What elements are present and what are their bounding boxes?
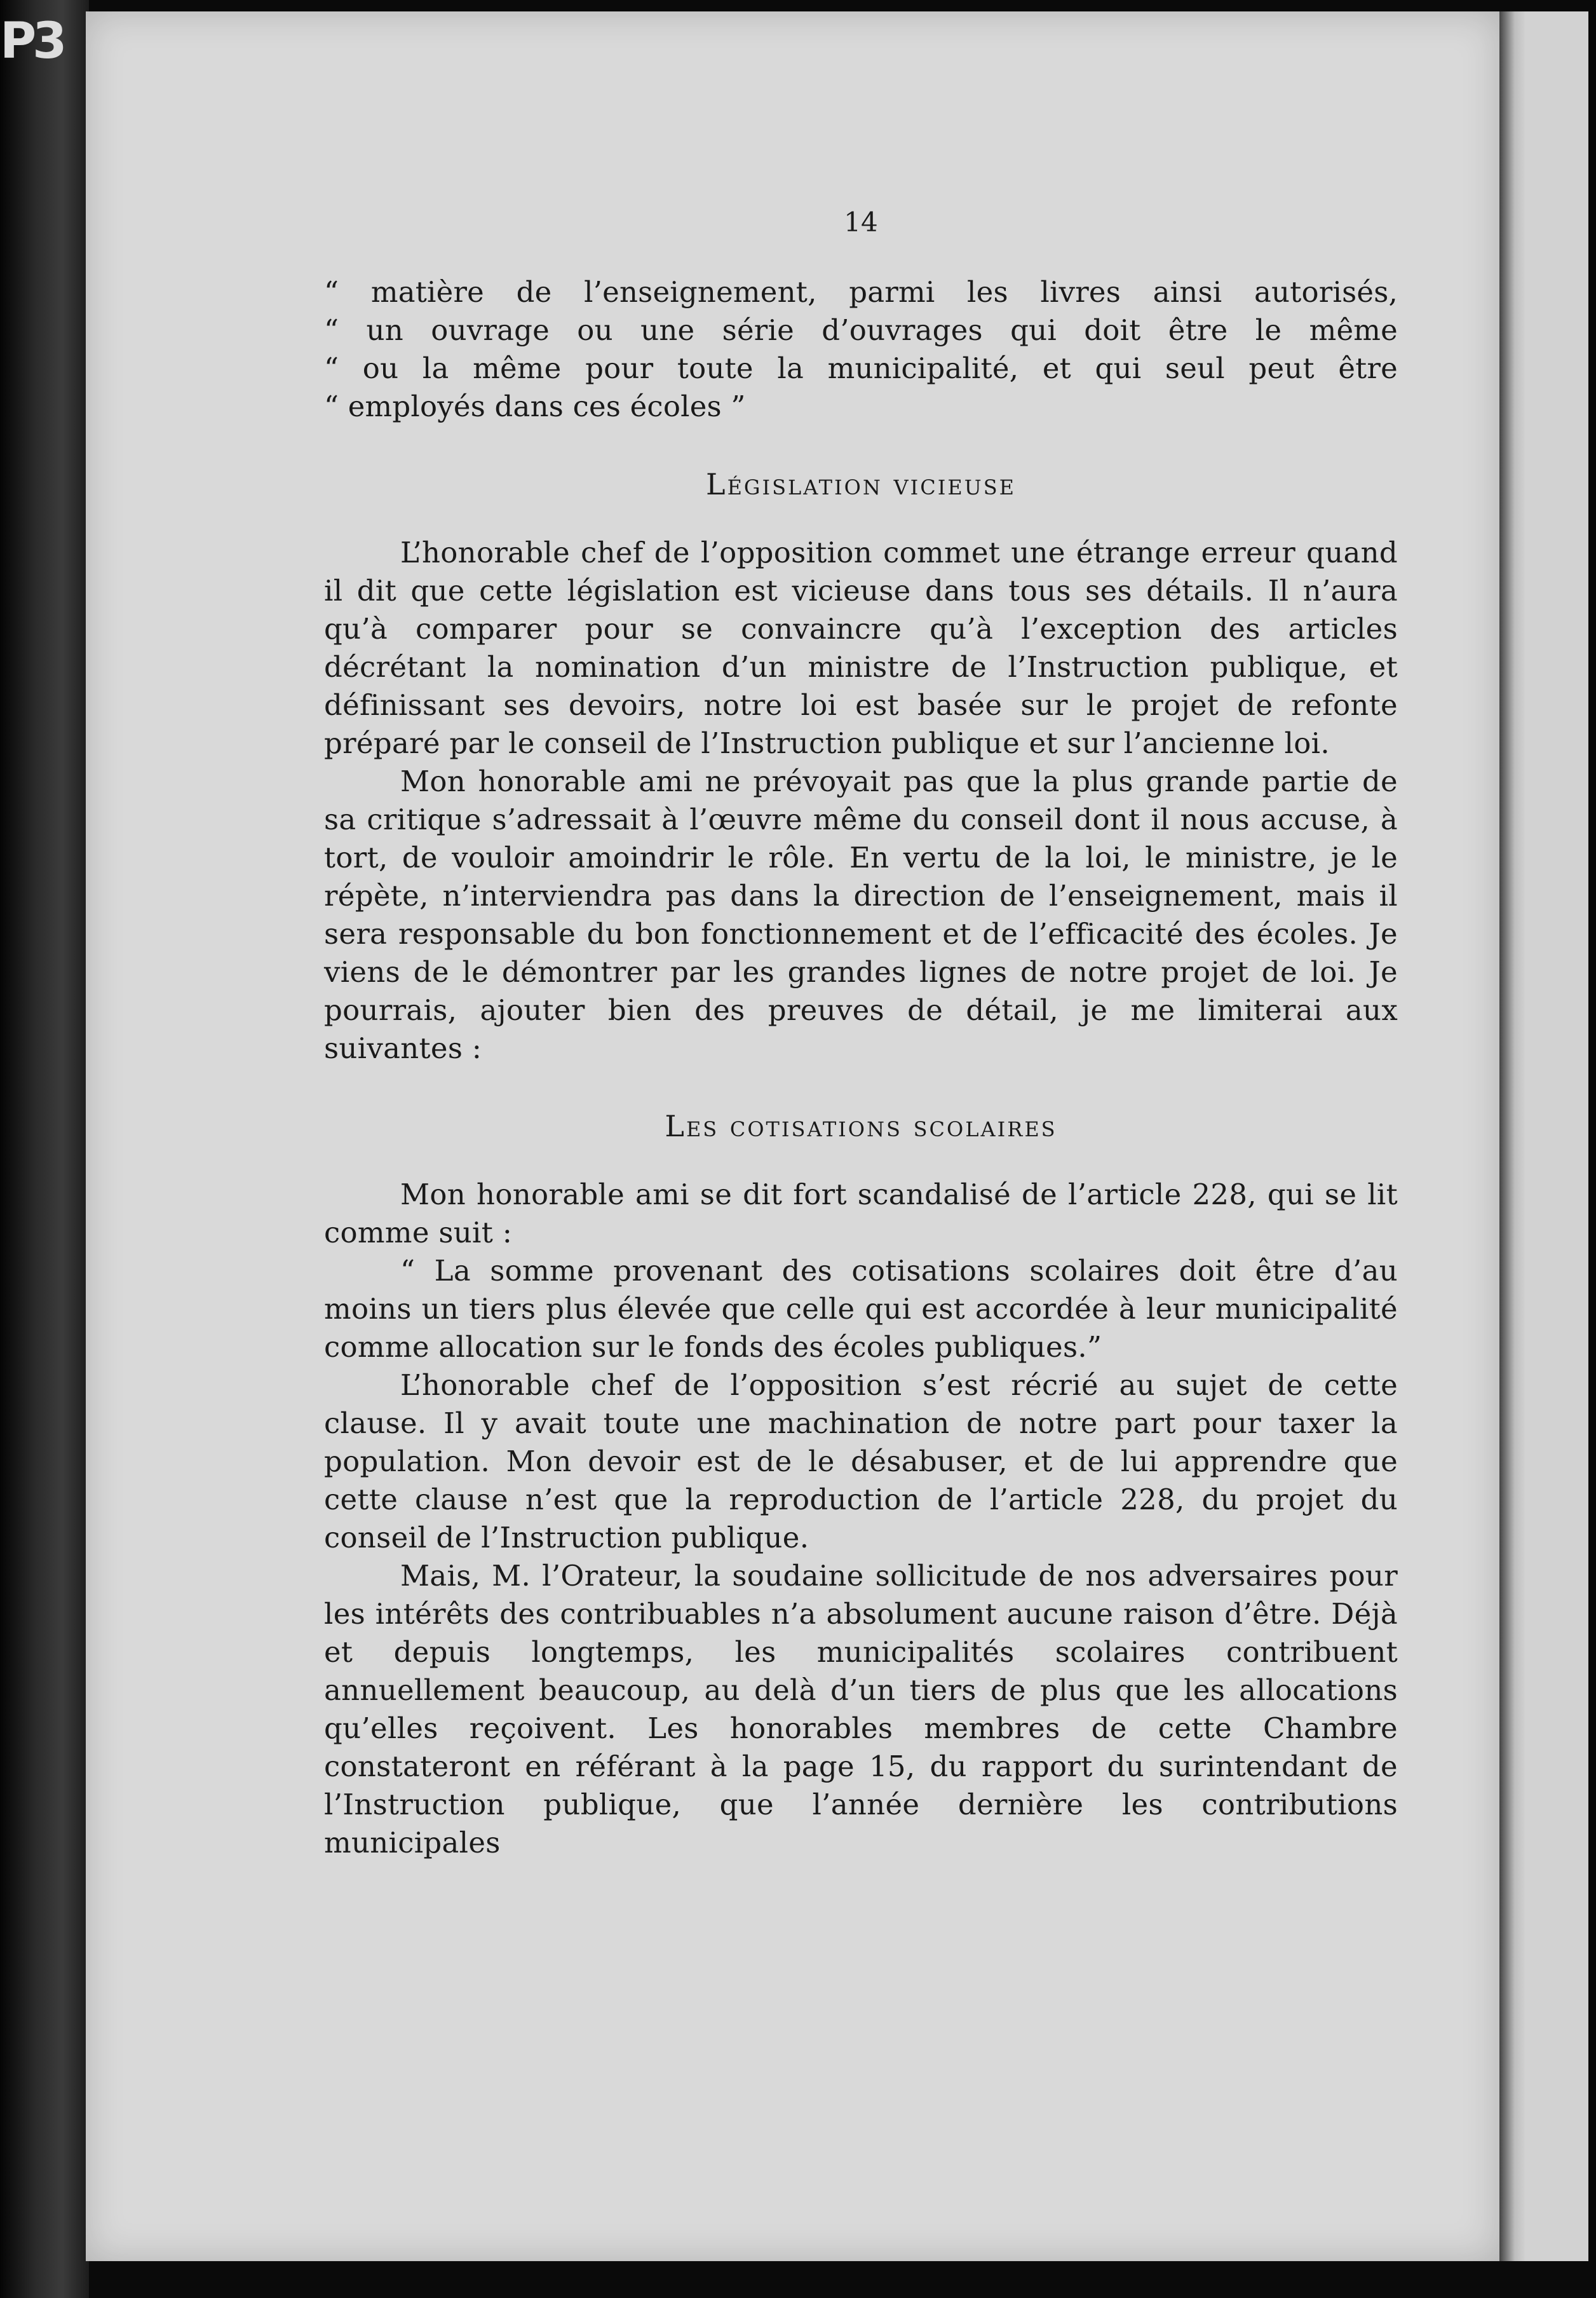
- paragraph: Mon honorable ami se dit fort scandalisé de l’article 228, qui se lit comme suit :: [324, 1178, 1398, 1249]
- opening-quote: [324, 273, 1398, 426]
- quoted-article: “ La somme provenant des cotisations scolaires doit être d’au moins un tiers plus élevée que celle qui est accordée à leur municipalité comme allocation sur le fonds des écoles publiques.”: [324, 1254, 1398, 1364]
- quote-line: “ matière de l’enseignement, parmi les livres ainsi autorisés,: [324, 275, 1398, 309]
- section-heading: Les cotisations scolaires: [665, 1109, 1057, 1143]
- page-text: [324, 203, 1398, 1862]
- page-number: 14: [844, 207, 878, 238]
- section-heading: Législation vicieuse: [706, 467, 1016, 501]
- paragraph: Mon honorable ami ne prévoyait pas que la plus grande partie de sa critique s’adressait à l’œuvre même du conseil dont il nous accuse, à tort, de vouloir amoindrir le rôle. En vertu de la loi, le ministre, je le répète, n’interviendra pas dans la direction de l’enseignement, mais il sera responsable du bon fonctionnement et de l’efficacité des écoles. Je viens de le démontrer par les grandes lignes de notre projet de loi. Je pourrais, ajouter bien des preuves de détail, je me limiterai aux suivantes :: [324, 765, 1398, 1065]
- corner-mark: P3: [0, 13, 64, 70]
- paragraph: L’honorable chef de l’opposition commet une étrange erreur quand il dit que cette législation est vicieuse dans tous ses détails. Il n’aura qu’à comparer pour se convaincre qu’à l’exception des articles décrétant la nomination d’un ministre de l’Instruction publique, et définissant ses devoirs, notre loi est basée sur le projet de refonte préparé par le conseil de l’Instruction publique et sur l’ancienne loi.: [324, 536, 1398, 760]
- quote-line: “ un ouvrage ou une série d’ouvrages qui doit être le même: [324, 313, 1398, 347]
- adjacent-page: [1525, 11, 1588, 2261]
- quote-line: “ employés dans ces écoles ”: [324, 390, 746, 423]
- quote-line: “ ou la même pour toute la municipalité, et qui seul peut être: [324, 351, 1398, 385]
- page-edge: [1499, 11, 1525, 2261]
- paragraph: Mais, M. l’Orateur, la soudaine sollicitude de nos adversaires pour les intérêts des contribuables n’a absolument aucune raison d’être. Déjà et depuis longtemps, les municipalités scolaires contribuent annuellement beaucoup, au delà d’un tiers de plus que les allocations qu’elles reçoivent. Les honorables membres de cette Chambre constateront en référant à la page 15, du rapport du surintendant de l’Instruction publique, que l’année dernière les contributions municipales: [324, 1559, 1398, 1859]
- paragraph: L’honorable chef de l’opposition s’est récrié au sujet de cette clause. Il y avait toute une machination de notre part pour taxer la population. Mon devoir est de le désabuser, et de lui apprendre que cette clause n’est que la reproduction de l’article 228, du projet du conseil de l’Instruction publique.: [324, 1368, 1398, 1554]
- binding-shadow: [0, 0, 89, 2298]
